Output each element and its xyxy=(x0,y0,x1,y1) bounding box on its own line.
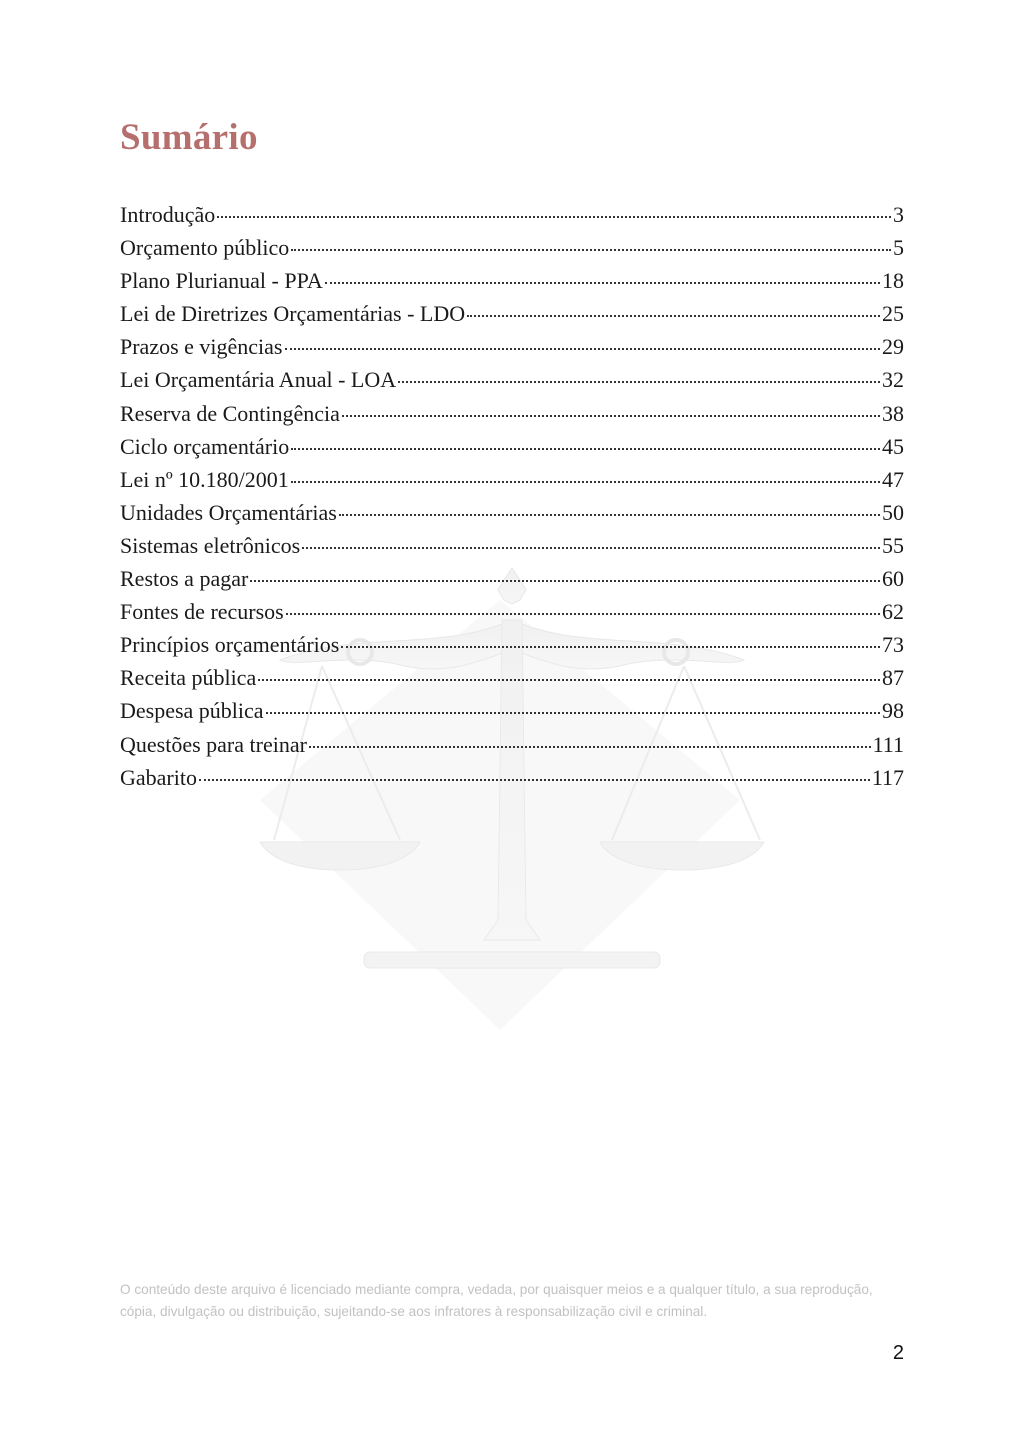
toc-dot-leader xyxy=(291,481,880,483)
toc-entry[interactable] xyxy=(120,694,904,727)
toc-entry-page: 50 xyxy=(882,499,904,525)
toc-dot-leader xyxy=(217,216,891,218)
toc-entry-label: Lei Orçamentária Anual - LOA xyxy=(120,367,397,393)
toc-entry[interactable] xyxy=(120,562,904,595)
toc-entry-label: Reserva de Contingência xyxy=(120,400,340,426)
toc-entry-page: 25 xyxy=(882,301,904,327)
toc-entry-label: Restos a pagar xyxy=(120,566,249,592)
toc-entry-page: 32 xyxy=(882,367,904,393)
toc-dot-leader xyxy=(325,282,880,284)
toc-entry-label: Introdução xyxy=(120,202,216,227)
toc-entry-label: Lei de Diretrizes Orçamentárias - LDO xyxy=(120,301,466,327)
toc-entry[interactable] xyxy=(120,628,904,661)
toc-entry[interactable] xyxy=(120,363,904,396)
toc-entry-page: 62 xyxy=(882,599,904,625)
toc-entry-page: 29 xyxy=(882,334,904,360)
toc-entry[interactable] xyxy=(120,728,904,761)
toc-entry-label: Fontes de recursos xyxy=(120,599,284,625)
toc-entry[interactable] xyxy=(120,496,904,529)
toc-dot-leader xyxy=(309,746,871,748)
page-number: 2 xyxy=(892,1342,904,1364)
toc-entry-page: 47 xyxy=(882,466,904,492)
toc-entry-page: 111 xyxy=(872,731,904,757)
toc-dot-leader xyxy=(266,712,880,714)
toc-entry-label: Ciclo orçamentário xyxy=(120,433,290,459)
toc-entry-page: 55 xyxy=(882,532,904,558)
toc-entry-page: 87 xyxy=(882,665,904,691)
toc-entry[interactable] xyxy=(120,397,904,430)
toc-entry-label: Plano Plurianual - PPA xyxy=(120,268,323,294)
toc-entry-label: Lei nº 10.180/2001 xyxy=(120,466,289,492)
toc-dot-leader xyxy=(250,580,880,582)
toc-entry-page: 38 xyxy=(882,400,904,426)
toc-dot-leader xyxy=(199,779,870,781)
toc-entry[interactable] xyxy=(120,330,904,363)
toc-dot-leader xyxy=(291,448,880,450)
toc-entry-label: Gabarito xyxy=(120,764,197,790)
toc-entry-page: 5 xyxy=(893,235,904,261)
toc-entry-page: 73 xyxy=(882,632,904,658)
toc-entry-page: 98 xyxy=(882,698,904,724)
page-title: Sumário xyxy=(120,117,258,158)
toc-dot-leader xyxy=(302,547,880,549)
toc-dot-leader xyxy=(467,315,880,317)
toc-dot-leader xyxy=(258,679,880,681)
toc-entry-page: 18 xyxy=(882,268,904,294)
toc-entry-label: Prazos e vigências xyxy=(120,334,283,360)
toc-dot-leader xyxy=(285,348,881,350)
toc-entry[interactable] xyxy=(120,463,904,496)
toc-dot-leader xyxy=(341,646,880,648)
toc-entry-page: 60 xyxy=(882,566,904,592)
toc-dot-leader xyxy=(286,613,880,615)
toc-entry-page: 3 xyxy=(893,202,904,227)
toc-entry-label: Sistemas eletrônicos xyxy=(120,532,301,558)
toc-entry-label: Princípios orçamentários xyxy=(120,632,340,658)
toc-dot-leader xyxy=(398,381,880,383)
toc-entry[interactable] xyxy=(120,595,904,628)
toc-entry-page: 45 xyxy=(882,433,904,459)
toc-entry[interactable] xyxy=(120,661,904,694)
toc-entry-label: Receita pública xyxy=(120,665,257,691)
toc-entry-label: Questões para treinar xyxy=(120,731,307,757)
toc-entry[interactable] xyxy=(120,430,904,463)
toc-entry[interactable] xyxy=(120,198,904,231)
toc-entry[interactable] xyxy=(120,297,904,330)
toc-entry[interactable] xyxy=(120,264,904,297)
toc-entry-label: Unidades Orçamentárias xyxy=(120,499,337,525)
toc-dot-leader xyxy=(342,415,880,417)
toc-entry[interactable] xyxy=(120,529,904,562)
license-notice: O conteúdo deste arquivo é licenciado mediante compra, vedada, por quaisquer meios e a qualquer título, a sua reprodução, cópia, divulgação ou distribuição, sujeitando-se aos infratores à responsabilização civil e criminal. xyxy=(120,1282,873,1319)
toc-dot-leader xyxy=(291,249,891,251)
table-of-contents xyxy=(120,198,904,794)
toc-dot-leader xyxy=(339,514,880,516)
toc-entry-page: 117 xyxy=(871,764,904,790)
toc-entry-label: Despesa pública xyxy=(120,698,264,724)
toc-entry[interactable] xyxy=(120,231,904,264)
toc-entry-label: Orçamento público xyxy=(120,235,290,261)
toc-entry[interactable] xyxy=(120,761,904,794)
